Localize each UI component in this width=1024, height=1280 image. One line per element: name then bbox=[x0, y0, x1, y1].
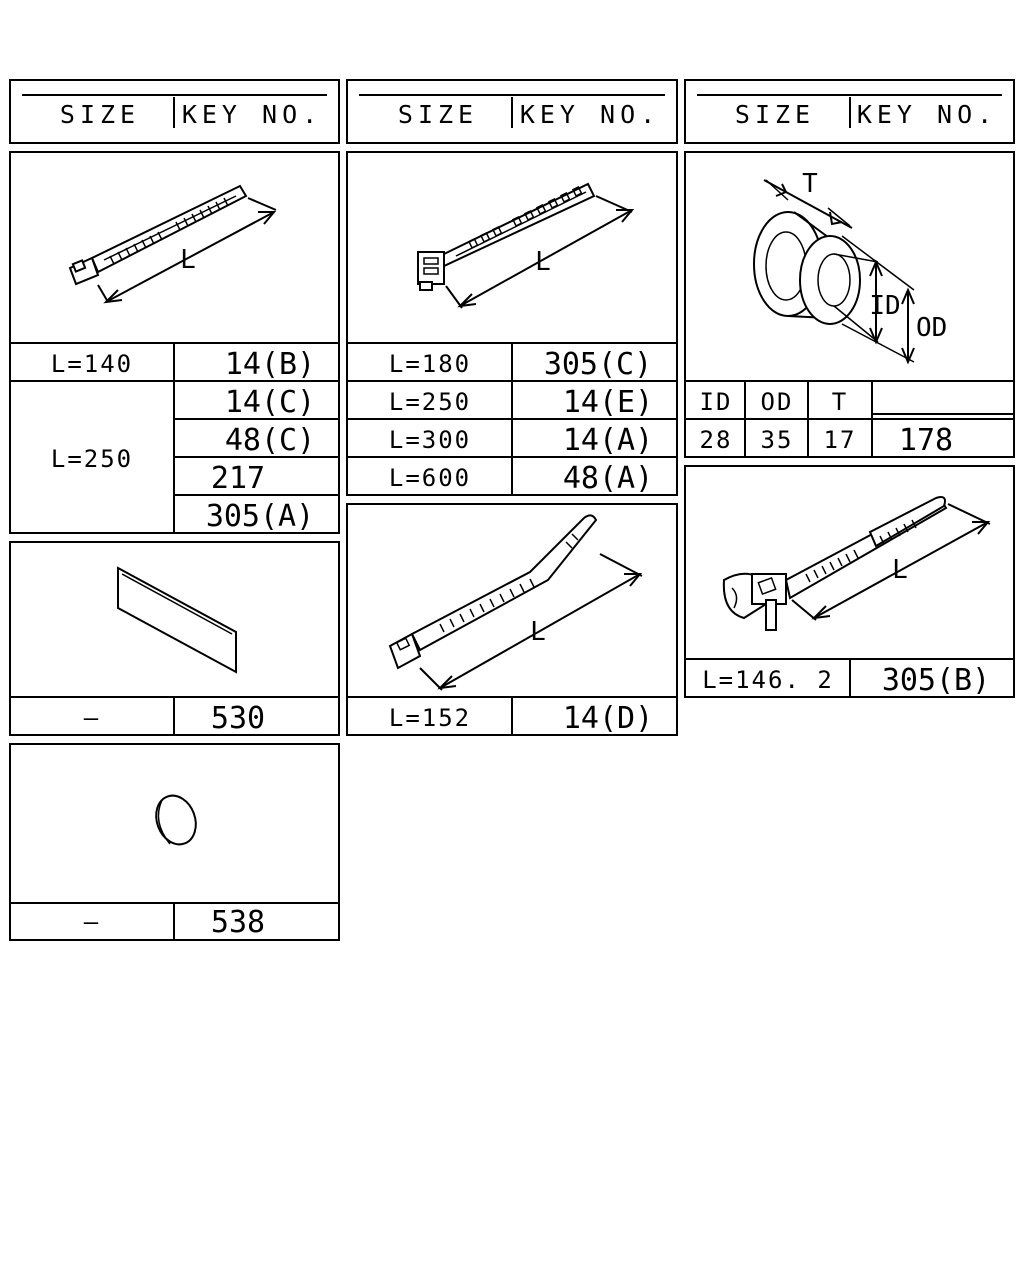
header-col-3 bbox=[685, 80, 1014, 143]
key-number-cell: 538 bbox=[210, 905, 266, 940]
cable-tie-a-panel bbox=[10, 152, 339, 534]
key-number-cell: 14(C) bbox=[224, 385, 316, 420]
size-cell: L=146. 2 bbox=[702, 666, 834, 694]
header-key-label: KEY NO. bbox=[856, 100, 998, 129]
size-cell: L=250 bbox=[388, 388, 472, 416]
outer-diameter-label: OD bbox=[916, 313, 948, 343]
table-header-t: T bbox=[831, 388, 849, 416]
thickness-label: T bbox=[802, 169, 818, 199]
dimension-length-label: L bbox=[530, 617, 546, 647]
inner-diameter-label: ID bbox=[869, 291, 901, 321]
key-number-cell: 305(B) bbox=[881, 663, 991, 698]
header-col-2 bbox=[347, 80, 677, 143]
cable-tie-b-panel bbox=[347, 152, 677, 496]
header-size-label: SIZE bbox=[59, 100, 141, 129]
header-col-1 bbox=[10, 80, 339, 143]
grommet-drawing bbox=[754, 169, 947, 362]
dimension-length-label: L bbox=[535, 247, 551, 277]
size-cell: L=140 bbox=[50, 350, 134, 378]
table-cell-od: 35 bbox=[760, 426, 794, 454]
pad-drawing bbox=[118, 568, 236, 672]
size-cell: — bbox=[83, 908, 101, 936]
pad-panel bbox=[10, 542, 339, 736]
table-cell-id: 28 bbox=[699, 426, 733, 454]
key-number-cell: 14(B) bbox=[224, 347, 316, 382]
dimension-length-label: L bbox=[892, 555, 908, 585]
key-number-cell: 48(A) bbox=[562, 461, 654, 496]
table-cell-t: 17 bbox=[823, 426, 857, 454]
header-size-label: SIZE bbox=[734, 100, 816, 129]
plug-drawing bbox=[150, 790, 203, 850]
cable-tie-c-drawing bbox=[390, 515, 642, 690]
plug-panel bbox=[10, 744, 339, 940]
key-number-cell: 217 bbox=[210, 461, 266, 496]
header-key-label: KEY NO. bbox=[181, 100, 323, 129]
key-number-cell: 14(D) bbox=[562, 701, 654, 736]
size-cell: — bbox=[83, 704, 101, 732]
cable-tie-d-drawing bbox=[724, 497, 990, 630]
header-key-label: KEY NO. bbox=[519, 100, 661, 129]
size-cell: L=180 bbox=[388, 350, 472, 378]
size-cell: L=250 bbox=[50, 445, 134, 473]
dimension-length-label: L bbox=[180, 245, 196, 275]
key-number-cell: 305(A) bbox=[205, 499, 315, 534]
key-number-cell: 14(A) bbox=[562, 423, 654, 458]
key-number-cell: 48(C) bbox=[224, 423, 316, 458]
key-number-cell: 530 bbox=[210, 701, 266, 736]
size-cell: L=300 bbox=[388, 426, 472, 454]
grommet-panel bbox=[685, 152, 1014, 458]
header-size-label: SIZE bbox=[397, 100, 479, 129]
key-number-cell: 178 bbox=[898, 423, 954, 458]
cable-tie-b-drawing bbox=[418, 184, 632, 308]
key-number-cell: 14(E) bbox=[562, 385, 654, 420]
size-cell: L=600 bbox=[388, 464, 472, 492]
cable-tie-c-panel bbox=[347, 504, 677, 736]
table-header-id: ID bbox=[699, 388, 733, 416]
table-header-od: OD bbox=[760, 388, 794, 416]
cable-tie-d-panel bbox=[685, 466, 1014, 698]
cable-tie-a-drawing bbox=[70, 186, 276, 302]
key-number-cell: 305(C) bbox=[543, 347, 653, 382]
size-cell: L=152 bbox=[388, 704, 472, 732]
